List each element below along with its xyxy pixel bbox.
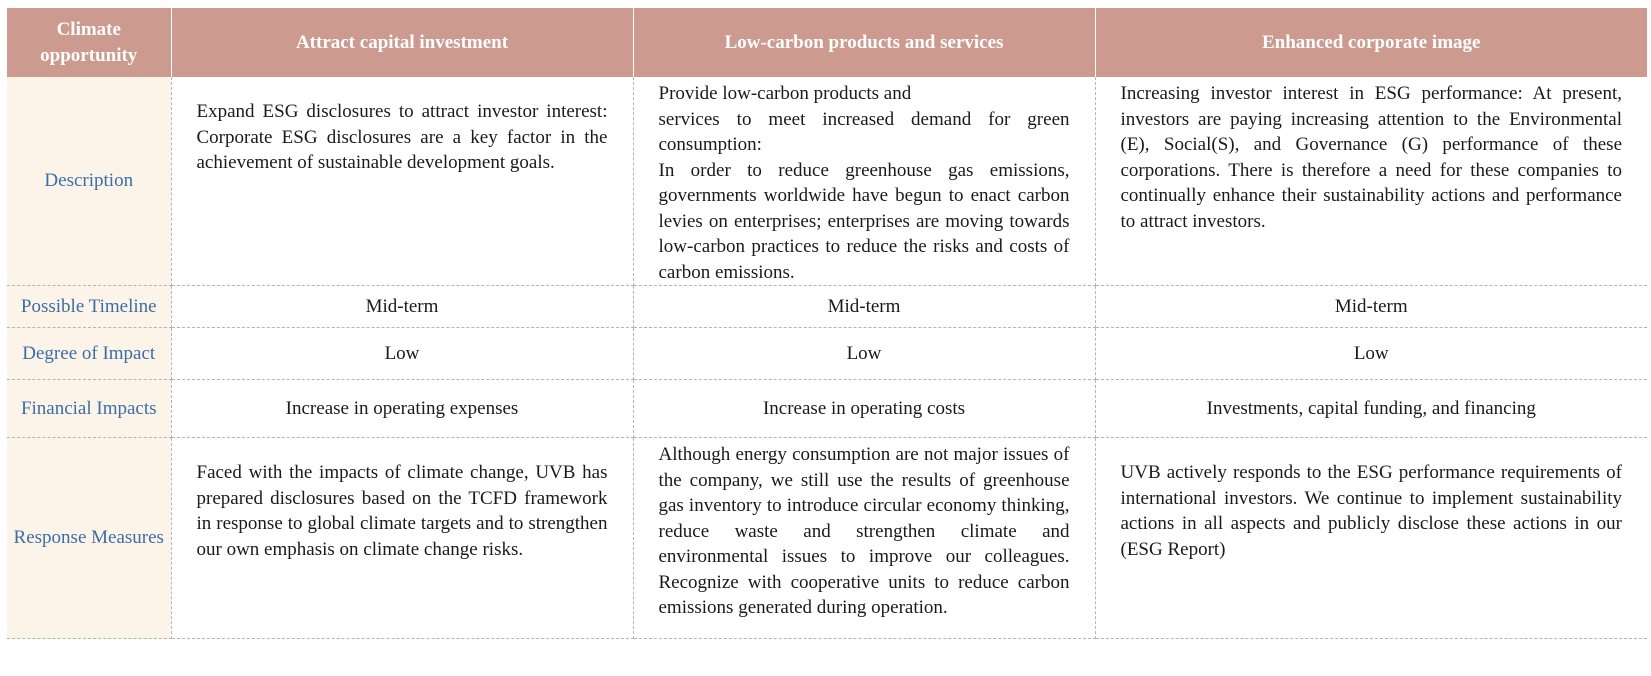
financial-cell-corporate-image: Investments, capital funding, and financing [1095, 380, 1647, 438]
row-header-description: Description [7, 77, 171, 286]
timeline-cell-capital: Mid-term [171, 286, 633, 328]
column-header-low-carbon-products: Low-carbon products and services [633, 8, 1095, 77]
impact-cell-corporate-image: Low [1095, 328, 1647, 380]
column-header-enhanced-corporate-image: Enhanced corporate image [1095, 8, 1647, 77]
row-possible-timeline [7, 286, 1647, 328]
row-header-degree-of-impact: Degree of Impact [7, 328, 171, 380]
column-header-attract-capital-investment: Attract capital investment [171, 8, 633, 77]
column-header-climate-opportunity: Climate opportunity [7, 8, 171, 77]
row-header-response-measures: Response Measures [7, 438, 171, 639]
description-low-carbon-line-3: In order to reduce greenhouse gas emissions, governments worldwide have begun to enact carbon levies on enterprises; enterprises are moving towards low-carbon practices to reduce the risks and costs of carbon emissions. [658, 159, 1070, 283]
description-cell-capital [171, 77, 633, 286]
description-low-carbon-line-1: Provide low-carbon products and [658, 83, 912, 104]
response-cell-capital: Faced with the impacts of climate change, UVB has prepared disclosures based on the TCFD framework in response to global climate targets and to strengthen our own emphasis on climate change risks. [171, 438, 633, 639]
climate-opportunity-table [7, 8, 1647, 639]
description-capital-text: Expand ESG disclosures to attract investor interest: Corporate ESG disclosures are a key factor in the achievement of sustainable development goals. [196, 101, 608, 173]
timeline-cell-corporate-image: Mid-term [1095, 286, 1647, 328]
impact-cell-low-carbon: Low [633, 328, 1095, 380]
description-cell-low-carbon [633, 77, 1095, 286]
row-header-financial-impacts: Financial Impacts [7, 380, 171, 438]
row-degree-of-impact [7, 328, 1647, 380]
impact-cell-capital: Low [171, 328, 633, 380]
description-cell-corporate-image [1095, 77, 1647, 286]
header-row [7, 8, 1647, 77]
financial-cell-low-carbon: Increase in operating costs [633, 380, 1095, 438]
row-description [7, 77, 1647, 286]
response-cell-low-carbon: Although energy consumption are not major issues of the company, we still use the results of greenhouse gas inventory to introduce circular economy thinking, reduce waste and strengthen climate and environmental issues to improve our colleagues. Recognize with cooperative units to reduce carbon emissions generated during operation. [633, 438, 1095, 639]
timeline-cell-low-carbon: Mid-term [633, 286, 1095, 328]
response-cell-corporate-image: UVB actively responds to the ESG performance requirements of international investors. We continue to implement sustainability actions in all aspects and publicly disclose these actions in our (ESG Report) [1095, 438, 1647, 639]
row-header-possible-timeline: Possible Timeline [7, 286, 171, 328]
row-financial-impacts [7, 380, 1647, 438]
financial-cell-capital: Increase in operating expenses [171, 380, 633, 438]
description-low-carbon-line-2: services to meet increased demand for green consumption: [658, 108, 1070, 155]
row-response-measures [7, 438, 1647, 639]
description-corporate-image-text: Increasing investor interest in ESG performance: At present, investors are paying increasing attention to the Environmental (E), Social(S), and Governance (G) performance of these corporations. There is therefore a need for these companies to continually enhance their sustainability actions and performance to attract investors. [1120, 83, 1622, 232]
